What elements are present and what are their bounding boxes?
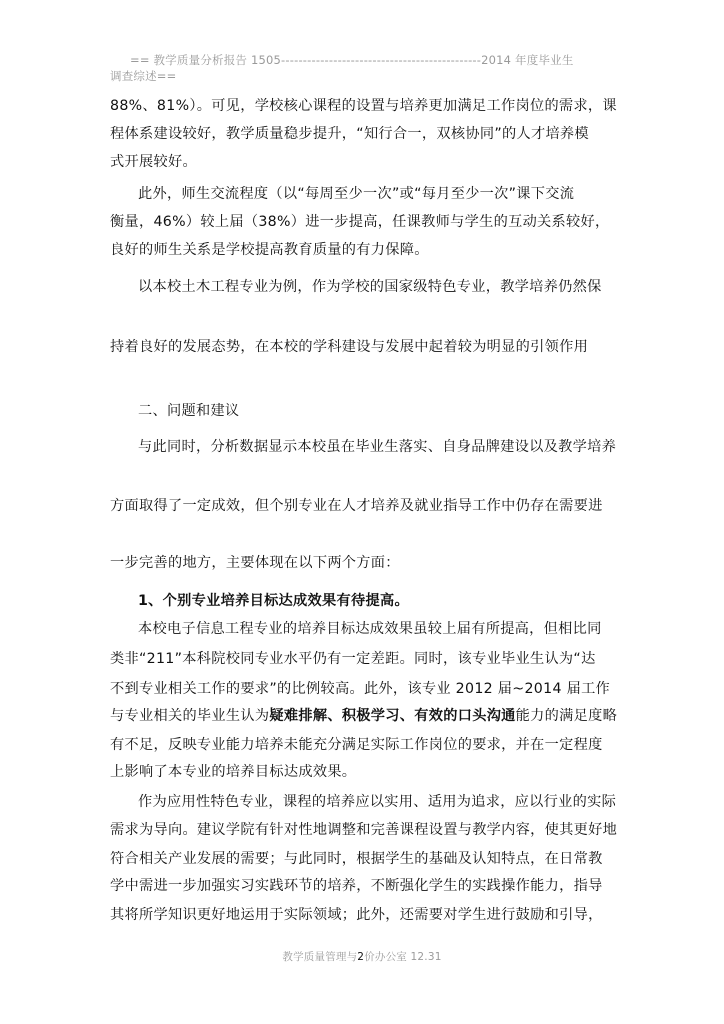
page-number: 2 (357, 951, 365, 963)
body-line: 良好的师生关系是学校提高教育质量的有力保障。 (110, 242, 429, 258)
body-line: 本校电子信息工程专业的培养目标达成效果虽较上届有所提高，但相比同 (138, 621, 602, 637)
body-line: 以本校土木工程专业为例，作为学校的国家级特色专业，教学培养仍然保 (138, 279, 602, 295)
body-line: 上影响了本专业的培养目标达成效果。 (110, 764, 357, 780)
body-line: 程体系建设较好，教学质量稳步提升，“知行合一，双核协同”的人才培养模 (110, 126, 589, 142)
emphasis-text: 疑难排解、积极学习、有效的口头沟通 (269, 708, 516, 724)
body-line: 一步完善的地方，主要体现在以下两个方面： (110, 555, 400, 571)
body-line: 需求为导向。建议学院有针对性地调整和完善课程设置与教学内容，使其更好地 (110, 822, 618, 838)
body-line: 学中需进一步加强实习实践环节的培养，不断强化学生的实践操作能力，指导 (110, 878, 603, 894)
footer-text-right: 价办公室 12.31 (364, 951, 442, 963)
running-header (110, 52, 616, 84)
body-line: 符合相关产业发展的需要；与此同时，根据学生的基础及认知特点，在日常教 (110, 851, 603, 867)
body-line: 不到专业相关工作的要求”的比例较高。此外，该专业 2012 届~2014 届工作 (110, 681, 611, 697)
body-line: 衡量，46%）较上届（38%）进一步提高，任课教师与学生的互动关系较好， (110, 214, 610, 230)
body-text: 能力的满足度略 (515, 708, 618, 724)
body-line: 式开展较好。 (110, 154, 197, 170)
body-line: 与此同时，分析数据显示本校虽在毕业生落实、自身品牌建设以及教学培养 (138, 439, 617, 455)
body-line-mixed (110, 702, 616, 730)
body-line: 作为应用性特色专业，课程的培养应以实用、适用为追求，应以行业的实际 (138, 794, 617, 810)
body-line: 其将所学知识更好地运用于实际领域；此外，还需要对学生进行鼓励和引导， (110, 907, 603, 923)
body-line: 88%、81%）。可见，学校核心课程的设置与培养更加满足工作岗位的需求，课 (110, 98, 617, 114)
body-line: 持着良好的发展态势，在本校的学科建设与发展中起着较为明显的引领作用 (110, 339, 589, 355)
body-text: 与专业相关的毕业生认为 (110, 708, 270, 724)
subsection-title: 1、个别专业培养目标达成效果有待提高。 (138, 593, 409, 609)
section-title: 二、问题和建议 (138, 403, 240, 419)
header-line-2: 调查综述== (110, 69, 177, 83)
footer-text-left: 教学质量管理与 (282, 951, 358, 963)
header-line-1: == 教学质量分析报告 1505----------------------------------------------2014 年度毕业生 (130, 53, 574, 67)
body-line: 方面取得了一定成效，但个别专业在人才培养及就业指导工作中仍存在需要进 (110, 498, 603, 514)
page-footer (0, 949, 724, 964)
body-line: 类非“211”本科院校同专业水平仍有一定差距。同时，该专业毕业生认为“达 (110, 651, 596, 667)
body-line: 有不足，反映专业能力培养未能充分满足实际工作岗位的要求，并在一定程度 (110, 737, 603, 753)
body-line: 此外，师生交流程度（以“每周至少一次”或“每月至少一次”课下交流 (138, 186, 575, 202)
